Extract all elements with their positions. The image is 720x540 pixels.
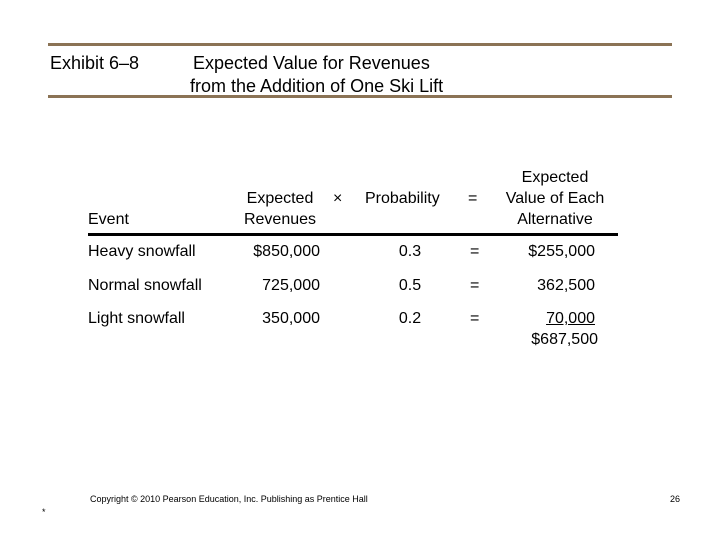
row-event: Heavy snowfall	[88, 243, 196, 260]
header-ev-line1: Expected	[521, 169, 589, 186]
row-probability: 0.2	[398, 310, 422, 327]
row-event: Light snowfall	[88, 310, 185, 327]
row-equals-sign: =	[470, 243, 480, 260]
row-equals-sign: =	[470, 310, 480, 327]
row-probability: 0.5	[398, 277, 422, 294]
header-ev-line3: Alternative	[517, 211, 593, 228]
row-expected-value: 362,500	[537, 277, 595, 294]
row-expected-value: 70,000	[546, 310, 595, 327]
header-ev-line2: Value of Each	[505, 190, 605, 207]
row-revenue: $850,000	[253, 243, 320, 260]
header-probability: Probability	[365, 190, 440, 207]
exhibit-title-line1: Expected Value for Revenues	[193, 53, 430, 73]
exhibit-number: Exhibit 6–8	[50, 53, 140, 73]
total-expected-value: $687,500	[531, 331, 598, 348]
exhibit-title-line2: from the Addition of One Ski Lift	[190, 76, 444, 96]
header-underline	[88, 233, 618, 236]
row-expected-value: $255,000	[528, 243, 595, 260]
header-times-sign: ×	[333, 190, 343, 207]
row-revenue: 725,000	[262, 277, 320, 294]
row-revenue: 350,000	[262, 310, 320, 327]
row-probability: 0.3	[398, 243, 422, 260]
copyright-text: Copyright © 2010 Pearson Education, Inc. Publishing as Prentice Hall	[90, 494, 368, 504]
header-event: Event	[88, 211, 129, 228]
row-event: Normal snowfall	[88, 277, 202, 294]
page-number: 26	[669, 494, 680, 504]
row-equals-sign: =	[470, 277, 480, 294]
header-revenues-line1: Expected	[246, 190, 314, 207]
slide-marker: *	[42, 507, 46, 517]
title-top-rule	[48, 43, 672, 46]
header-equals-sign: =	[468, 190, 478, 207]
header-revenues-line2: Revenues	[243, 211, 317, 228]
